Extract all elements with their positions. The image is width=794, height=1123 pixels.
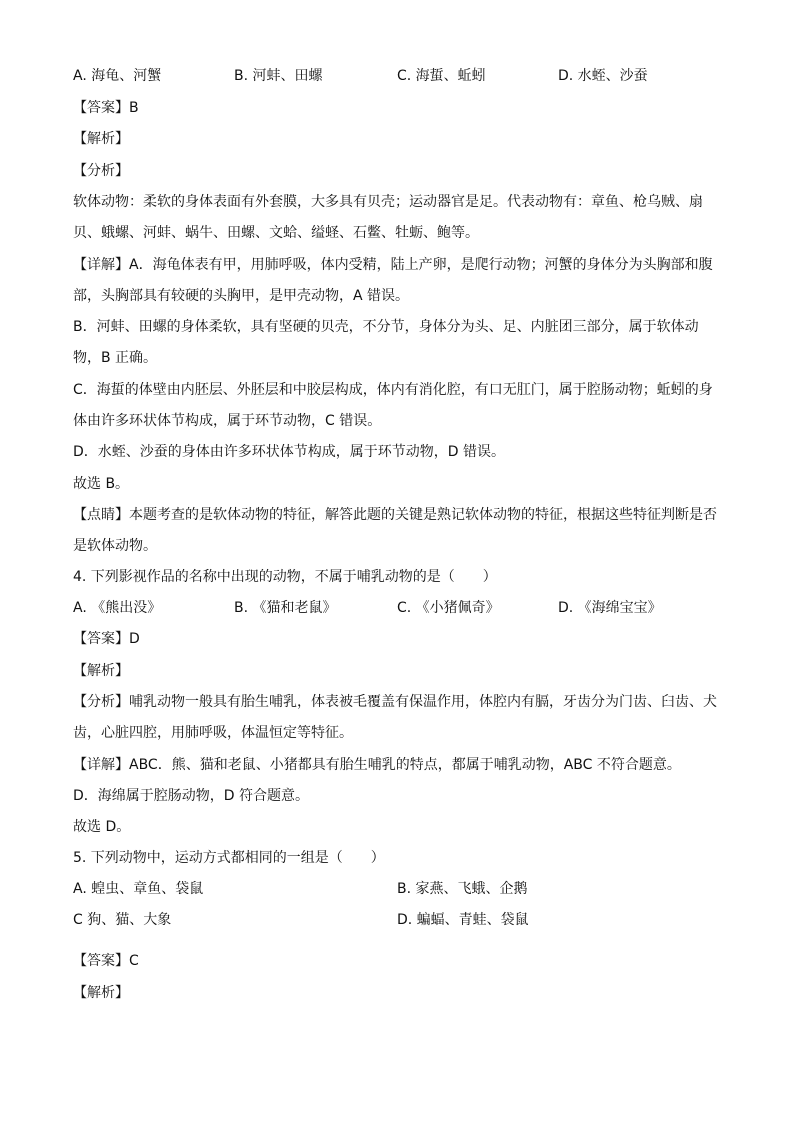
q3-analysis-tag: 【解析】 (73, 131, 129, 147)
q3-option-d: D. 水蛭、沙蚕 (558, 68, 648, 84)
q4-option-c: C. 《小猪佩奇》 (397, 600, 500, 616)
q4-xiangjie-line-3: 故选 D。 (73, 819, 131, 835)
q5-option-d: D. 蝙蝠、青蛙、袋鼠 (397, 912, 529, 928)
q3-xiangjie-line-8: 故选 B。 (73, 476, 130, 492)
q4-option-d: D. 《海绵宝宝》 (558, 600, 662, 616)
q5-answer: 【答案】C (73, 953, 139, 969)
q3-xiangjie-line-7: D．水蛭、沙蚕的身体由许多环状体节构成，属于环节动物，D 错误。 (73, 444, 506, 460)
q4-option-b: B. 《猫和老鼠》 (234, 600, 337, 616)
q5-stem: 5. 下列动物中，运动方式都相同的一组是（ ） (73, 850, 385, 866)
q4-fenxi-line-2: 齿，心脏四腔，用肺呼吸，体温恒定等特征。 (73, 725, 353, 741)
q3-option-c: C. 海蜇、蚯蚓 (397, 68, 486, 84)
q4-answer: 【答案】D (73, 631, 140, 647)
q3-xiangjie-line-2: 部，头胸部具有较硬的头胸甲，是甲壳动物，A 错误。 (73, 288, 410, 304)
q5-option-a: A. 蝗虫、章鱼、袋鼠 (73, 881, 204, 897)
q3-option-a: A. 海龟、河蟹 (73, 68, 162, 84)
q3-dianjing-line-2: 是软体动物。 (73, 538, 157, 554)
q3-fenxi-line-1: 软体动物：柔软的身体表面有外套膜，大多具有贝壳；运动器官是足。代表动物有：章鱼、枪乌贼、扇 (73, 194, 703, 210)
q5-option-c: C 狗、猫、大象 (73, 912, 172, 928)
q3-xiangjie-line-5: C．海蜇的体壁由内胚层、外胚层和中胶层构成，体内有消化腔，有口无肛门，属于腔肠动物；蚯蚓的身 (73, 382, 713, 398)
q5-option-b: B. 家燕、飞蛾、企鹅 (397, 881, 528, 897)
q5-analysis-tag: 【解析】 (73, 985, 129, 1001)
q3-xiangjie-line-1: 【详解】A．海龟体表有甲，用肺呼吸，体内受精，陆上产卵，是爬行动物；河蟹的身体分为头胸部和腹 (73, 257, 713, 273)
q3-xiangjie-line-6: 体由许多环状体节构成，属于环节动物，C 错误。 (73, 413, 382, 429)
q4-xiangjie-line-2: D．海绵属于腔肠动物，D 符合题意。 (73, 788, 310, 804)
q4-fenxi-line-1: 【分析】哺乳动物一般具有胎生哺乳，体表被毛覆盖有保温作用，体腔内有膈，牙齿分为门齿、臼齿、犬 (73, 694, 717, 710)
q4-xiangjie-line-1: 【详解】ABC．熊、猫和老鼠、小猪都具有胎生哺乳的特点，都属于哺乳动物，ABC 不符合题意。 (73, 757, 681, 773)
q3-answer: 【答案】B (73, 100, 139, 116)
q3-fenxi-tag: 【分析】 (73, 163, 129, 179)
q3-option-b: B. 河蚌、田螺 (234, 68, 323, 84)
q3-xiangjie-line-3: B．河蚌、田螺的身体柔软，具有坚硬的贝壳，不分节，身体分为头、足、内脏团三部分，属于软体动 (73, 319, 699, 335)
q3-fenxi-line-2: 贝、蛾螺、河蚌、蜗牛、田螺、文蛤、缢蛏、石鳖、牡蛎、鲍等。 (73, 225, 479, 241)
q4-option-a: A. 《熊出没》 (73, 600, 162, 616)
q3-dianjing-line-1: 【点睛】本题考查的是软体动物的特征，解答此题的关键是熟记软体动物的特征，根据这些特征判断是否 (73, 507, 717, 523)
q3-xiangjie-line-4: 物，B 正确。 (73, 350, 158, 366)
q4-analysis-tag: 【解析】 (73, 663, 129, 679)
q4-stem: 4. 下列影视作品的名称中出现的动物，不属于哺乳动物的是（ ） (73, 569, 497, 585)
